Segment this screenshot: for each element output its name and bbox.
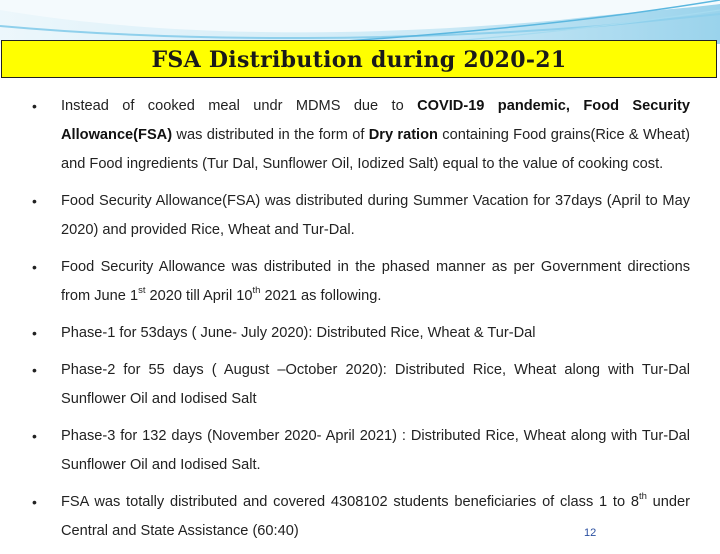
text-span: Food Security Allowance was distributed in the phased manner as per Government directions from June 1: [61, 259, 690, 304]
superscript-text: th: [638, 491, 647, 503]
header-wave-decoration: [0, 0, 720, 44]
bullet-text: [61, 319, 690, 348]
text-span: under Central and State Assistance (60:40): [61, 494, 690, 539]
bullet-item: [32, 319, 690, 348]
bullet-item: [32, 422, 690, 480]
bullet-text: [61, 92, 690, 179]
text-span: Phase-2 for 55 days ( August –October 2020): Distributed Rice, Wheat along with Tur-Dal Sunflower Oil and Iodised Salt: [61, 362, 690, 407]
bullet-text: [61, 356, 690, 414]
text-span: 2020 till April 10: [145, 288, 253, 304]
bullet-item: [32, 253, 690, 311]
bullet-dot-icon: •: [32, 494, 37, 510]
text-span: 2021 as following.: [260, 288, 382, 304]
bullet-dot-icon: •: [32, 193, 37, 209]
bullet-item: [32, 187, 690, 245]
text-span: Phase-3 for 132 days (November 2020- April 2021) : Distributed Rice, Wheat along with Tur-Dal Sunflower Oil and Iodised Salt.: [61, 428, 690, 473]
bullet-dot-icon: •: [32, 428, 37, 444]
bullet-dot-icon: •: [32, 98, 37, 114]
bold-text: Dry ration: [368, 127, 438, 143]
text-span: containing Food grains(Rice & Wheat) and Food ingredients (Tur Dal, Sunflower Oil, Iodized Salt) equal to the value of cooking cost.: [61, 127, 690, 172]
bullet-text: [61, 422, 690, 480]
bullet-dot-icon: •: [32, 362, 37, 378]
text-span: FSA was totally distributed and covered 4308102 students beneficiaries of class 1 to 8: [61, 494, 639, 510]
text-span: Phase-1 for 53days ( June- July 2020): Distributed Rice, Wheat & Tur-Dal: [61, 325, 536, 341]
text-span: Instead of cooked meal undr MDMS due to: [61, 98, 418, 114]
slide-title: FSA Distribution during 2020-21: [151, 47, 567, 73]
page-number: 12: [584, 527, 597, 539]
bullet-item: [32, 356, 690, 414]
bullet-text: [61, 253, 690, 311]
superscript-text: th: [252, 285, 261, 297]
text-span: Food Security Allowance(FSA) was distributed during Summer Vacation for 37days (April to May 2020) and provided Rice, Wheat and Tur-Dal.: [61, 193, 690, 238]
bold-text: COVID-19 pandemic, Food Security Allowance(FSA): [61, 98, 690, 143]
bullet-dot-icon: •: [32, 325, 37, 341]
bullet-text: [61, 187, 690, 245]
bullet-list: [32, 92, 690, 554]
text-span: was distributed in the form of: [172, 127, 369, 143]
bullet-dot-icon: •: [32, 259, 37, 275]
superscript-text: st: [138, 285, 146, 297]
title-bar: [1, 40, 717, 78]
bullet-item: [32, 92, 690, 179]
